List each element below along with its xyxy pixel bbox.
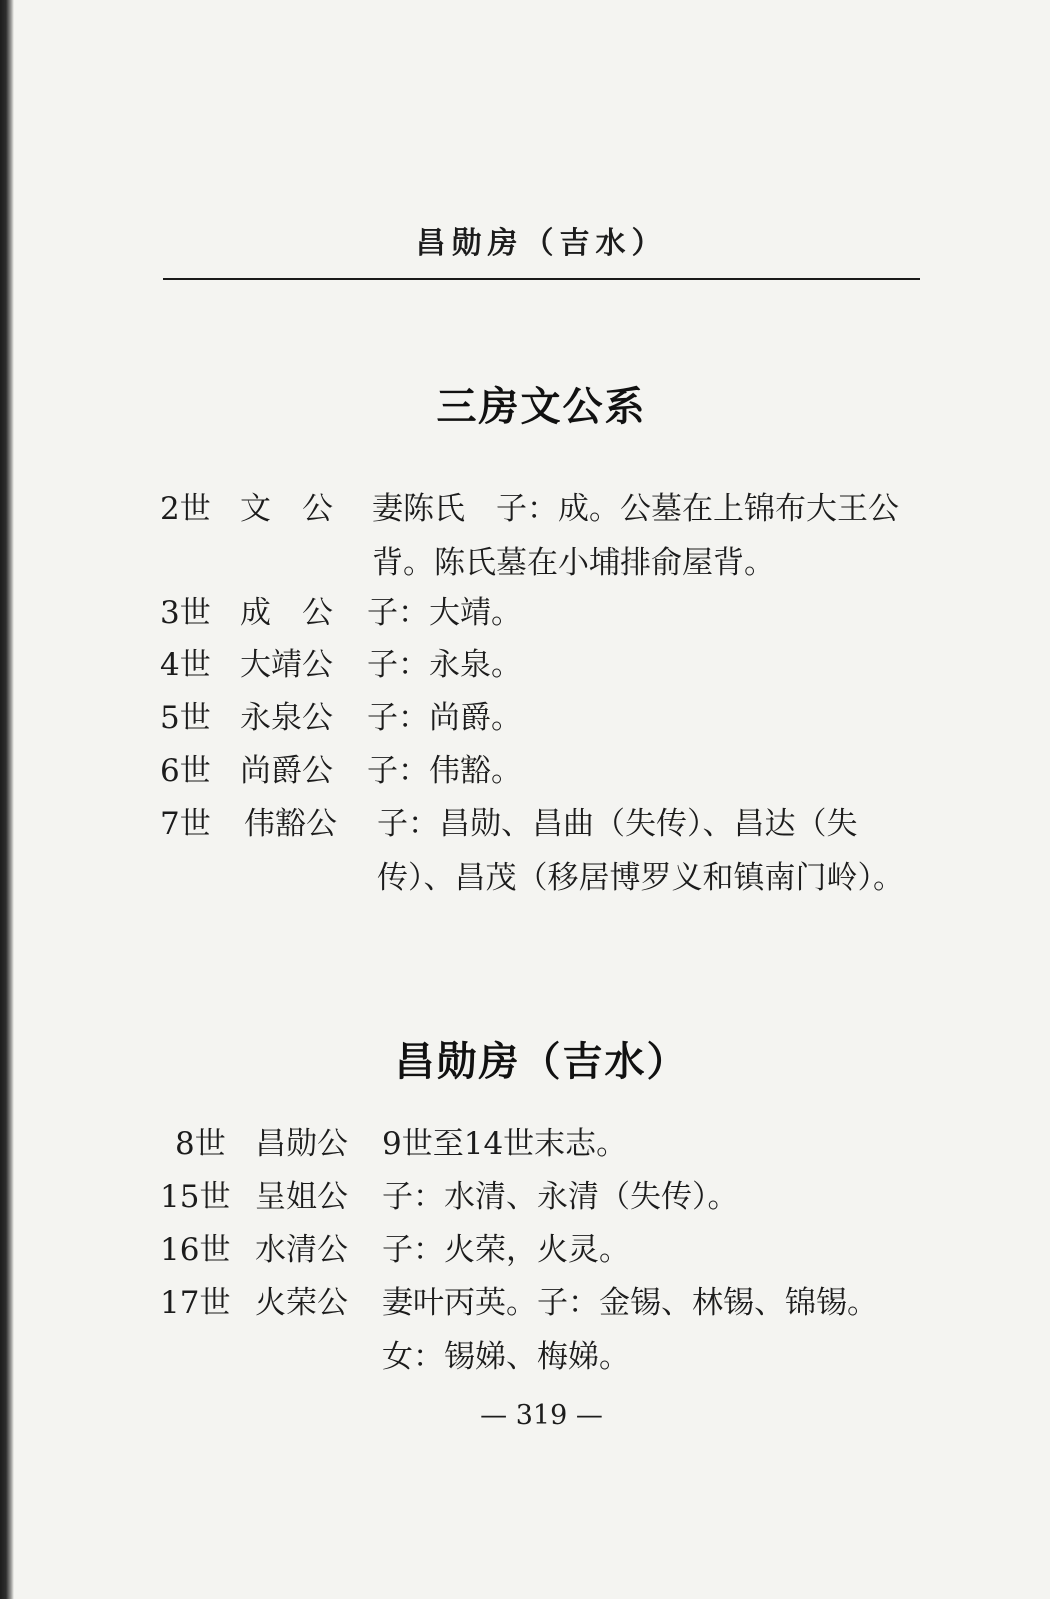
entry-description: 子：水清、永清（失传）。 bbox=[382, 1179, 739, 1215]
ancestor-name: 文 公 bbox=[240, 491, 333, 527]
page-binding-edge bbox=[0, 0, 14, 1599]
ancestor-name: 水清公 bbox=[255, 1232, 348, 1268]
entry-description: 子：尚爵。 bbox=[367, 700, 522, 736]
generation-label: 17世 bbox=[160, 1285, 231, 1321]
ancestor-name: 昌勋公 bbox=[255, 1126, 348, 1162]
entry-description: 子：火荣，火灵。 bbox=[382, 1232, 630, 1268]
section-title: 昌勋房（吉水） bbox=[394, 1038, 689, 1085]
running-header: 昌勋房（吉水） bbox=[415, 226, 668, 261]
generation-label: 6世 bbox=[160, 753, 211, 789]
entry-description: 9世至14世末志。 bbox=[382, 1126, 628, 1162]
page-number: — 319 — bbox=[480, 1400, 603, 1431]
entry-description: 妻叶丙英。子：金锡、林锡、锦锡。女：锡娣、梅娣。 bbox=[382, 1285, 878, 1375]
entry-description: 子：伟豁。 bbox=[367, 753, 522, 789]
generation-label: 3世 bbox=[160, 595, 211, 631]
generation-label: 16世 bbox=[160, 1232, 231, 1268]
ancestor-name: 永泉公 bbox=[240, 700, 333, 736]
generation-label: 4世 bbox=[160, 647, 211, 683]
ancestor-name: 尚爵公 bbox=[240, 753, 333, 789]
entry-description: 子：昌勋、昌曲（失传）、昌达（失传）、昌茂（移居博罗义和镇南门岭）。 bbox=[377, 806, 904, 896]
entry-description: 子：永泉。 bbox=[367, 647, 522, 683]
header-rule bbox=[163, 278, 920, 280]
generation-label: 8世 bbox=[175, 1126, 226, 1162]
ancestor-name: 火荣公 bbox=[255, 1285, 348, 1321]
entry-description: 妻陈氏 子：成。公墓在上锦布大王公背。陈氏墓在小埔排俞屋背。 bbox=[372, 491, 899, 581]
generation-label: 2世 bbox=[160, 491, 211, 527]
ancestor-name: 呈姐公 bbox=[255, 1179, 348, 1215]
ancestor-name: 伟豁公 bbox=[244, 806, 337, 842]
section-title: 三房文公系 bbox=[436, 383, 647, 430]
generation-label: 7世 bbox=[160, 806, 211, 842]
generation-label: 5世 bbox=[160, 700, 211, 736]
entry-description: 子：大靖。 bbox=[367, 595, 522, 631]
ancestor-name: 大靖公 bbox=[240, 647, 333, 683]
ancestor-name: 成 公 bbox=[240, 595, 333, 631]
generation-label: 15世 bbox=[160, 1179, 231, 1215]
